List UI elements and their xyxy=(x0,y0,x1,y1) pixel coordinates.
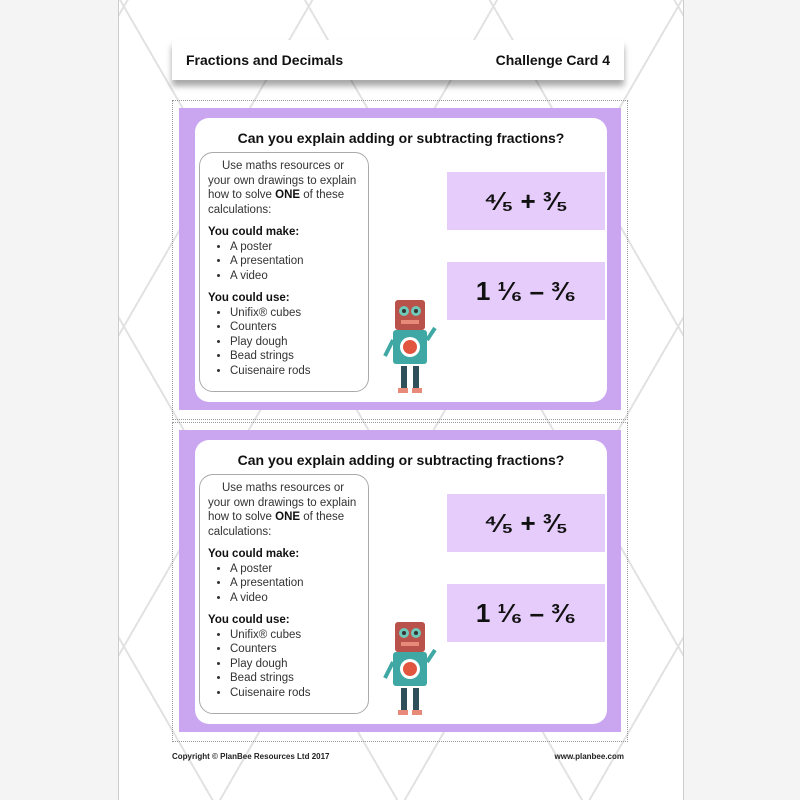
challenge-card xyxy=(172,422,628,742)
make-list xyxy=(208,240,360,284)
list-item: • A poster xyxy=(230,562,360,577)
list-item: • Unifix® cubes xyxy=(230,306,360,321)
card-frame xyxy=(179,108,621,410)
footer-url: www.planbee.com xyxy=(554,752,624,761)
calculation-box-1: ⁴⁄₅ + ³⁄₅ xyxy=(447,494,605,552)
make-label: You could make: xyxy=(208,548,300,560)
card-title: Can you explain adding or subtracting fractions? xyxy=(237,130,565,146)
list-item: • Counters xyxy=(230,320,360,335)
use-list xyxy=(208,628,360,701)
page-header xyxy=(172,40,624,80)
calculation-box-1: ⁴⁄₅ + ³⁄₅ xyxy=(447,172,605,230)
use-label: You could use: xyxy=(208,614,290,626)
list-item: • Play dough xyxy=(230,657,360,672)
challenge-card xyxy=(172,100,628,420)
list-item: • A presentation xyxy=(230,576,360,591)
speech-bubble xyxy=(199,152,369,392)
background-right xyxy=(682,0,800,800)
footer-copyright: Copyright © PlanBee Resources Ltd 2017 xyxy=(172,752,330,761)
make-label: You could make: xyxy=(208,226,300,238)
speech-bubble xyxy=(199,474,369,714)
header-topic: Fractions and Decimals xyxy=(186,52,344,68)
card-body xyxy=(195,440,607,724)
calculation-box-2: 1 ¹⁄₆ – ³⁄₆ xyxy=(447,262,605,320)
list-item: • Cuisenaire rods xyxy=(230,364,360,379)
card-frame xyxy=(179,430,621,732)
background-left xyxy=(0,0,118,800)
list-item: • Unifix® cubes xyxy=(230,628,360,643)
list-item: • Bead strings xyxy=(230,349,360,364)
calculation-box-2: 1 ¹⁄₆ – ³⁄₆ xyxy=(447,584,605,642)
card-body xyxy=(195,118,607,402)
instructions: Use maths resources or your own drawings to explain how to solve ONE of these calculations: xyxy=(208,160,357,216)
list-item: • A video xyxy=(230,269,360,284)
use-list xyxy=(208,306,360,379)
list-item: • Play dough xyxy=(230,335,360,350)
list-item: • Counters xyxy=(230,642,360,657)
list-item: • Bead strings xyxy=(230,671,360,686)
robot-illustration xyxy=(383,622,439,718)
list-item: • A presentation xyxy=(230,254,360,269)
card-title: Can you explain adding or subtracting fractions? xyxy=(237,452,565,468)
robot-illustration xyxy=(383,300,439,396)
instructions: Use maths resources or your own drawings to explain how to solve ONE of these calculations: xyxy=(208,482,357,538)
list-item: • Cuisenaire rods xyxy=(230,686,360,701)
list-item: • A poster xyxy=(230,240,360,255)
header-card-number: Challenge Card 4 xyxy=(495,52,610,68)
list-item: • A video xyxy=(230,591,360,606)
make-list xyxy=(208,562,360,606)
use-label: You could use: xyxy=(208,292,290,304)
